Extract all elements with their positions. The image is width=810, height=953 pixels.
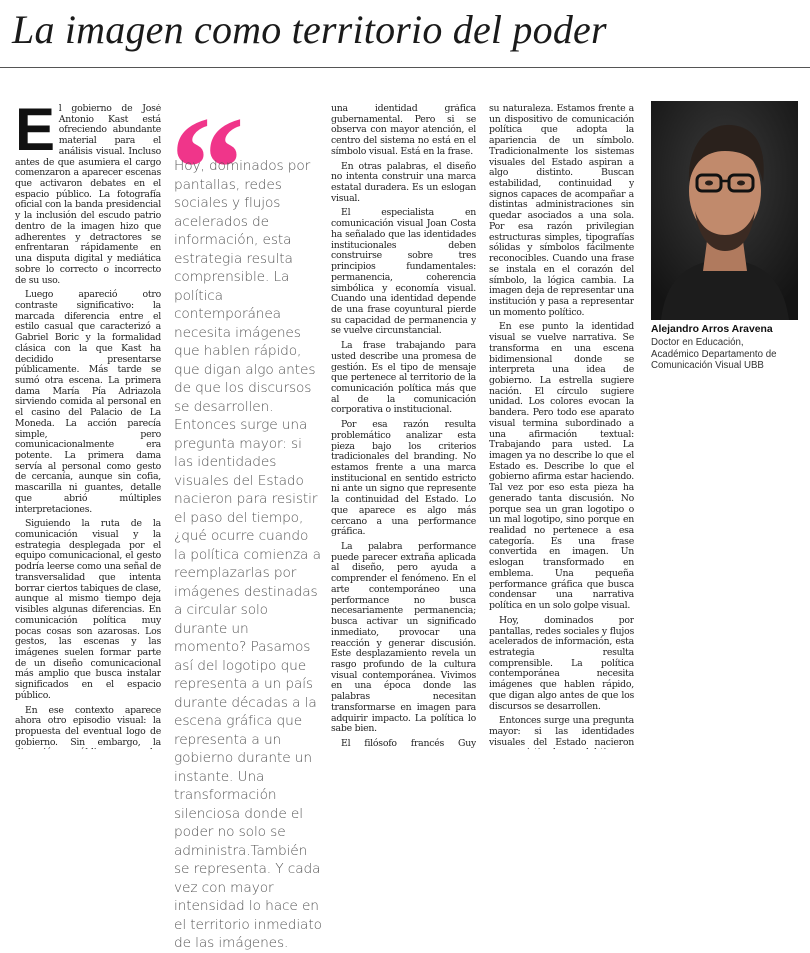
author-photo <box>651 101 798 320</box>
article-column-3 <box>331 104 476 749</box>
article-paragraph: Entonces surge una pregunta mayor: si las identidades visuales del Estado nacieron <box>489 715 634 748</box>
author-name: Alejandro Arros Aravena <box>651 324 773 335</box>
author-portrait-image <box>651 101 798 320</box>
author-role-line: Doctor en Educación, <box>651 337 744 348</box>
article-paragraph: El gobierno de José Antonio Kast está ofreciendo abundante material para el análisis visual. Incluso antes de que asumiera el cargo comenzaron a aparecer escenas que activaron debates en el espacio público. La fotografía oficial con la banda presidencial y la inclusión del escudo patrio dentro de la imagen hizo que adherentes y detractores se enfrentaran rápidamente en una disputa digital y mediática sobre lo correcto o incorrecto de su uso. <box>15 104 161 286</box>
article-paragraph: El filósofo francés Guy <box>341 737 476 749</box>
article-paragraph: En otras palabras, el diseño no intenta construir una marca estatal duradera. Es un eslogan visual. <box>331 160 476 204</box>
article-paragraph: Siguiendo la ruta de la comunicación visual y la estrategia desplegada por el equipo comunicacional, el gesto podría leerse como una señal de transversalidad que intenta borrar ciertos tabiques de clase, aunque al mismo tiempo deja visibles algunas diferencias. En comunicación política muy pocas cosas son azarosas. Los gestos, las escenas y las imágenes suelen formar parte de un diseño comunicacional más amplio que busca instalar significados en el espacio público. <box>15 518 161 701</box>
article-paragraph: Por esa razón resulta problemático analizar esta pieza bajo los criterios tradicionales del branding. No estamos frente a una marca institucional en sentido estricto ni ante un signo que represente la continuidad del Estado. Lo que aparece es algo más cercano a una performance gráfica. <box>331 419 476 538</box>
article-paragraph: El especialista en comunicación visual Joan Costa ha señalado que las identidades institucionales deben construirse sobre tres principios fundamentales: permanencia, coherencia simbólica y economía visual. Cuando una identidad depende de una frase coyuntural pierde su capacidad de permanencia y se vuelve circunstancial. <box>331 207 476 337</box>
author-role <box>651 337 809 372</box>
article-paragraph: Hoy, dominados por pantallas, redes sociales y flujos acelerados de información, esta estrategia resulta comprensible. La política contemporánea necesita imágenes que hablen rápido, que digan algo antes de que los discursos se desarrollen. <box>489 614 634 712</box>
author-role-line: Comunicación Visual UBB <box>651 360 764 371</box>
drop-cap: E <box>15 104 55 163</box>
article-paragraph: En ese contexto aparece ahora otro episodio visual: la propuesta del eventual logo de gobierno. Sin embargo, la <box>15 704 161 748</box>
article-paragraph: una identidad gráfica gubernamental. Pero si se observa con mayor atención, el centro del sistema no está en el símbolo visual. Está en la frase. <box>331 104 476 157</box>
article-headline: La imagen como territorio del poder <box>12 7 607 52</box>
header-divider <box>0 67 810 68</box>
article-paragraph: La palabra performance puede parecer extraña aplicada al diseño, pero ayuda a comprender el fenómeno. En el arte contemporáneo una performance no busca necesariamente permanencia; busca activar un significado inmediato, provocar una reacción y generar discusión. Este desplazamiento revela un rasgo profundo de la cultura visual contemporánea. Vivimos en una época donde las palabras necesitan transformarse en imagen para adquirir impacto. La política lo sabe bien. <box>331 541 476 735</box>
pull-quote: Hoy, dominados por pantallas, redes sociales y flujos acelerados de información, esta estrategia resulta comprensible. La política contemporánea necesita imágenes que hablen rápido, que digan algo antes de que los discursos se desarrollen. Entonces surge una pregunta mayor: si las identidades visuales del Estado nacieron para resistir el paso del tiempo, ¿qué ocurre cuando la política comienza a reemplazarlas por imágenes destinadas a circular solo durante un momento? Pasamos así del logotipo que representa a un país durante décadas a la escena gráfica que representa a un gobierno durante un instante. Una transformación silenciosa donde el poder no solo se administra.También se representa. Y cada vez con mayor intensidad lo hace en el territorio inmediato de las imágenes. <box>174 158 322 951</box>
quote-mark-icon <box>170 94 245 166</box>
article-paragraph: En ese punto la identidad visual se vuelve narrativa. Se transforma en una escena bidimensional donde se interpreta una idea de gobierno. La estrella sugiere nación. El círculo sugiere unidad. Los colores evocan la bandera. Pero todo ese aparato visual termina subordinado a una afirmación textual: Trabajando para usted. La imagen ya no describe lo que el Estado es. Describe lo que el gobierno afirma estar haciendo. Tal vez por eso esta pieza ha generado tanta discusión. No porque sea un gran logotipo o un mal logotipo, sino porque en realidad no pertenece a esa categoría. Es una frase convertida en imagen. Un eslogan transformado en emblema. Una pequeña performance gráfica que busca condensar una narrativa política en un solo golpe visual. <box>489 321 634 612</box>
article-paragraph: Luego apareció otro contraste significativo: la marcada diferencia entre el estilo casual que caracterizó a Gabriel Boric y la formalidad clásica con la que Kast ha decidido presentarse públicamente. Más tarde se sumó otra escena. La primera dama María Pía Adriazola sirviendo comida al personal en el casino del Palacio de La Moneda. La acción parecía simple, pero comunicacionalmente era potente. La primera dama servía al personal como gesto de cercanía, aunque sin cofia, mascarilla ni guantes, detalle que abrió múltiples interpretaciones. <box>15 289 161 515</box>
author-role-line: Académico Departamento de <box>651 348 777 360</box>
article-column-4 <box>489 104 634 749</box>
article-column-1 <box>15 104 161 749</box>
article-paragraph: La frase trabajando para usted describe una promesa de gestión. Es el tipo de mensaje que pertenece al territorio de la comunicación política más que al de la comunicación corporativa o institucional. <box>331 340 476 416</box>
article-paragraph: su naturaleza. Estamos frente a un dispositivo de comunicación política que adopta la apariencia de un símbolo. Tradicionalmente los sistemas visuales del Estado aspiran a algo distinto. Buscan estabilidad, continuidad y signos capaces de acompañar a distintas administraciones sin quedar asociados a una sola. Por esa razón privilegian estructuras simples, tipografías sólidas y símbolos fácilmente reconocibles. Cuando una frase se instala en el corazón del símbolo, la lógica cambia. La imagen deja de representar una institución y pasa a representar un momento político. <box>489 104 634 318</box>
